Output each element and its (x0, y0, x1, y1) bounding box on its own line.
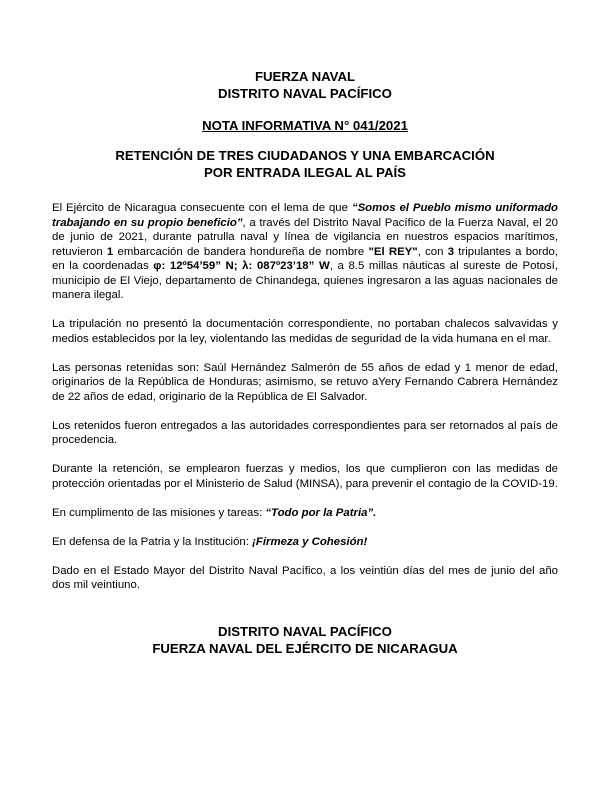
p1-text-2: , a través del Distrito Naval Pacífico de la Fuerza Naval, el 20 de junio de 2021, durante patrulla naval y línea de vigilancia en nuestros espacios marítimos, retuvieron (52, 216, 558, 258)
p1-crew-count: 3 (447, 245, 455, 258)
title-line-1: RETENCIÓN DE TRES CIUDADANOS Y UNA EMBARCACIÓN (115, 148, 495, 163)
title-line-2: POR ENTRADA ILEGAL AL PAÍS (204, 165, 406, 180)
p6-text: En cumplimento de las misiones y tareas: (52, 506, 266, 519)
p1-motto: “Somos el Pueblo mismo uniformado trabajando en su propio beneficio” (52, 202, 558, 229)
issuer-line-2: DISTRITO NAVAL PACÍFICO (218, 86, 392, 101)
signature-block (52, 623, 558, 657)
paragraph-7 (52, 535, 558, 550)
signature-line-1: DISTRITO NAVAL PACÍFICO (218, 623, 392, 639)
p1-text-4: , con (417, 245, 448, 258)
p1-text-3: embarcación de bandera hondureña de nombre (113, 245, 369, 258)
p7-motto: ¡Firmeza y Cohesión! (252, 535, 368, 548)
paragraph-1 (52, 201, 558, 303)
document-title (52, 147, 558, 181)
p1-boat-name: "El REY" (368, 245, 418, 258)
paragraph-4: Los retenidos fueron entregados a las autoridades correspondientes para ser retornados al país de procedencia. (52, 419, 558, 446)
paragraph-3: Las personas retenidas son: Saúl Hernández Salmerón de 55 años de edad y 1 menor de edad, originarios de la República de Honduras; asimismo, se retuvo aYery Fernando Cabrera Hernández de 22 años de edad, originario de la República de El Salvador. (52, 361, 558, 403)
p1-coordinates: φ: 12º54’59” N; λ: 087º23’18” W (153, 260, 330, 272)
p6-motto: “Todo por la Patria”. (265, 506, 377, 519)
signature-line-2: FUERZA NAVAL DEL EJÉRCITO DE NICARAGUA (152, 640, 458, 656)
p1-text-1: El Ejército de Nicaragua consecuente con el lema de que (52, 202, 352, 214)
note-number: NOTA INFORMATIVA N° 041/2021 (202, 118, 408, 133)
p1-text-5: tripulantes a bordo, en la coordenadas (52, 245, 558, 272)
paragraph-8: Dado en el Estado Mayor del Distrito Naval Pacífico, a los veintiún días del mes de junio del año dos mil veintiuno. (52, 564, 558, 591)
issuer-heading (52, 68, 558, 102)
paragraph-6 (52, 506, 558, 521)
p1-boat-count: 1 (106, 245, 114, 258)
document-page (52, 68, 558, 657)
paragraph-2: La tripulación no presentó la documentación correspondiente, no portaban chalecos salvavidas y medios establecidos por la ley, violentando las medidas de seguridad de la vida humana en el mar. (52, 318, 558, 345)
p7-text: En defensa de la Patria y la Institución: (52, 535, 253, 548)
paragraph-5: Durante la retención, se emplearon fuerzas y medios, los que cumplieron con las medidas de protección orientadas por el Ministerio de Salud (MINSA), para prevenir el contagio de la COVID-19. (52, 463, 558, 490)
p1-text-6: , a 8.5 millas náuticas al sureste de Potosí, municipio de El Viejo, departamento de Chinandega, quienes ingresaron a las aguas nacionales de manera ilegal. (52, 260, 558, 301)
issuer-line-1: FUERZA NAVAL (254, 69, 356, 84)
